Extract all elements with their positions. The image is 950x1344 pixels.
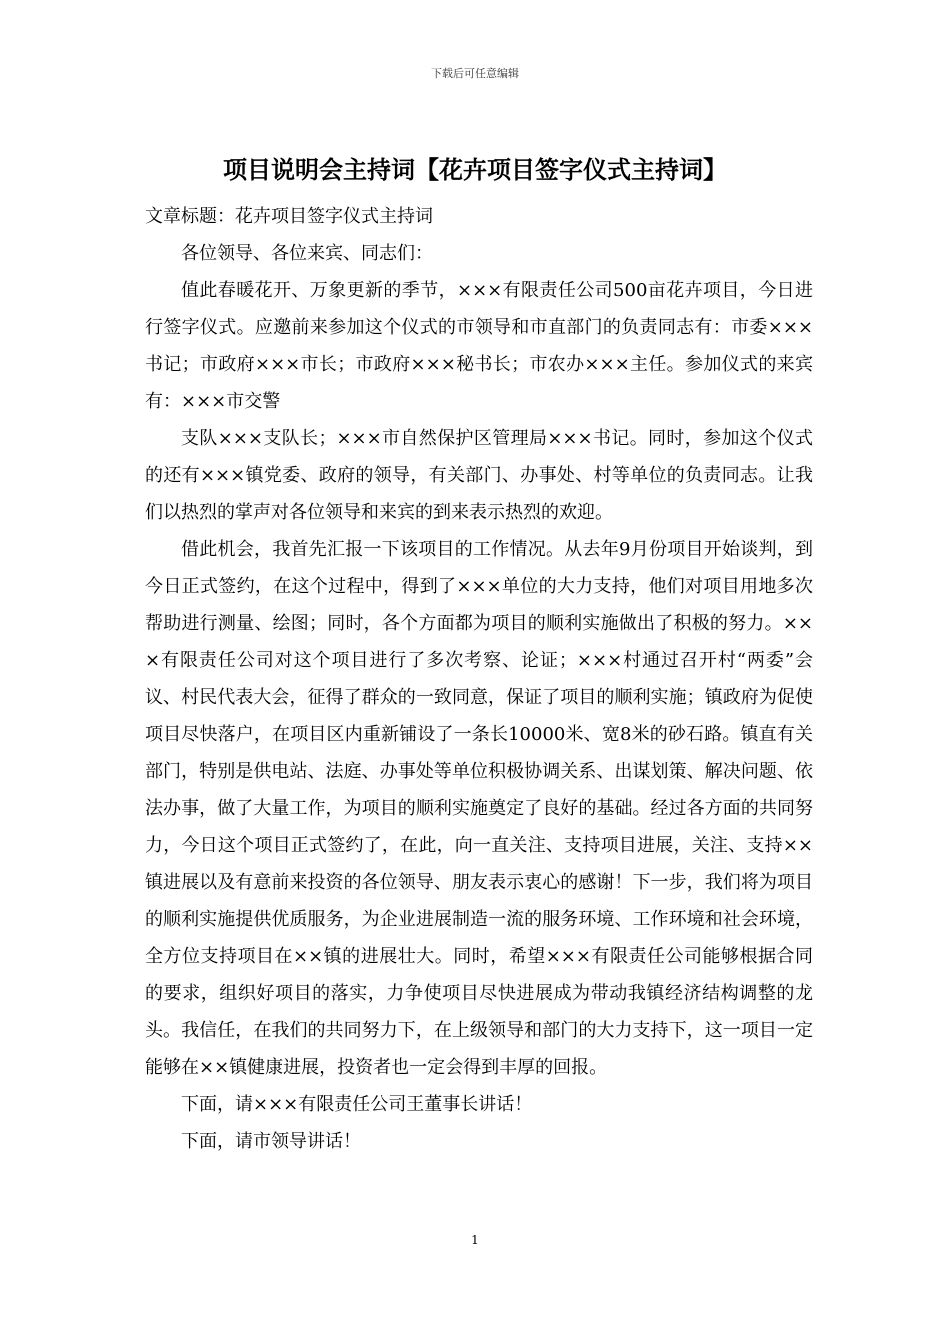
document-body (145, 198, 813, 1160)
salutation: 各位领导、各位来宾、同志们： (181, 243, 433, 264)
document-title: 项目说明会主持词【花卉项目签字仪式主持词】 (223, 155, 727, 184)
paragraph-leader-speech: 下面，请市领导讲话！ (181, 1131, 361, 1152)
header-note: 下载后可任意编辑 (431, 67, 519, 80)
paragraph-opening: 值此春暖花开、万象更新的季节，×××有限责任公司500亩花卉项目，今日进行签字仪式。应邀前来参加这个仪式的市领导和市直部门的负责同志有：市委×××书记；市政府×××市长；市政府×××秘书长；市农办×××主任。参加仪式的来宾有：×××市交警 (145, 280, 813, 412)
paragraph-report: 借此机会，我首先汇报一下该项目的工作情况。从去年9月份项目开始谈判，到今日正式签约，在这个过程中，得到了×××单位的大力支持，他们对项目用地多次帮助进行测量、绘图；同时，各个方面都为项目的顺利实施做出了积极的努力。×××有限责任公司对这个项目进行了多次考察、论证；×××村通过召开村“两委”会议、村民代表大会，征得了群众的一致同意，保证了项目的顺利实施；镇政府为促使项目尽快落户，在项目区内重新铺设了一条长10000米、宽8米的砂石路。镇直有关部门，特别是供电站、法庭、办事处等单位积极协调关系、出谋划策、解决问题、依法办事，做了大量工作，为项目的顺利实施奠定了良好的基础。经过各方面的共同努力，今日这个项目正式签约了，在此，向一直关注、支持项目进展，关注、支持××镇进展以及有意前来投资的各位领导、朋友表示衷心的感谢！下一步，我们将为项目的顺利实施提供优质服务，为企业进展制造一流的服务环境、工作环境和社会环境，全方位支持项目在××镇的进展壮大。同时，希望×××有限责任公司能够根据合同的要求，组织好项目的落实，力争使项目尽快进展成为带动我镇经济结构调整的龙头。我信任，在我们的共同努力下，在上级领导和部门的大力支持下，这一项目一定能够在××镇健康进展，投资者也一定会得到丰厚的回报。 (145, 539, 813, 1078)
page-number: 1 (471, 1233, 479, 1247)
paragraph-guests: 支队×××支队长；×××市自然保护区管理局×××书记。同时，参加这个仪式的还有×××镇党委、政府的领导，有关部门、办事处、村等单位的负责同志。让我们以热烈的掌声对各位领导和来宾的到来表示热烈的欢迎。 (145, 428, 813, 523)
article-title-line: 文章标题：花卉项目签字仪式主持词 (145, 206, 433, 227)
paragraph-chairman-speech: 下面，请×××有限责任公司王董事长讲话！ (181, 1094, 533, 1115)
